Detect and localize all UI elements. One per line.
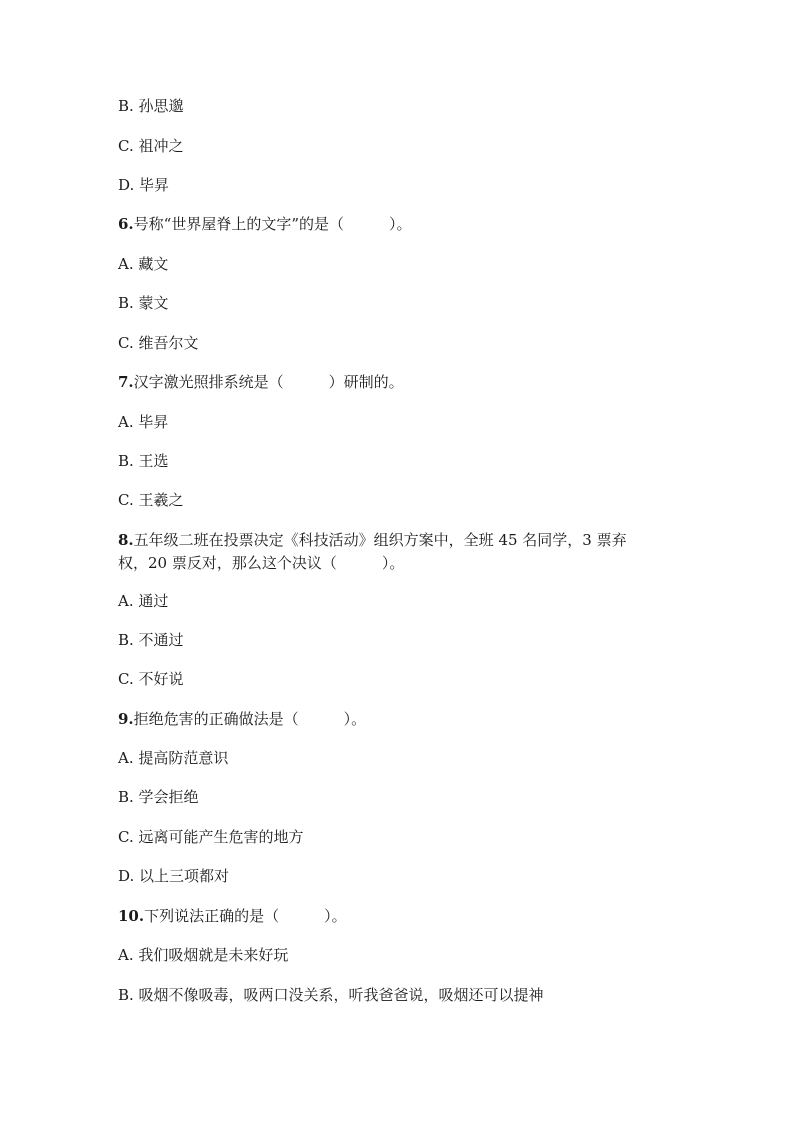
option-line: B. 王选 (118, 452, 169, 470)
option-line: B. 学会拒绝 (118, 788, 199, 806)
option-line: B. 吸烟不像吸毒，吸两口没关系，听我爸爸说，吸烟还可以提神 (118, 986, 544, 1004)
question-7: 7.汉字激光照排系统是（ ）研制的。 (118, 373, 404, 391)
option-line: C. 维吾尔文 (118, 334, 199, 352)
option-line: A. 毕昇 (118, 413, 169, 431)
question-8: 8.五年级二班在投票决定《科技活动》组织方案中，全班 45 名同学，3 票弃 (118, 531, 627, 549)
question-6: 6.号称“世界屋脊上的文字”的是（ ）。 (118, 215, 412, 233)
option-line: D. 以上三项都对 (118, 867, 230, 885)
option-line: B. 蒙文 (118, 294, 169, 312)
option-line: A. 我们吸烟就是未来好玩 (118, 946, 289, 964)
question-9: 9.拒绝危害的正确做法是（ ）。 (118, 710, 367, 728)
option-line: C. 远离可能产生危害的地方 (118, 828, 304, 846)
option-line: C. 祖冲之 (118, 137, 184, 155)
option-line: A. 通过 (118, 592, 169, 610)
option-line: B. 不通过 (118, 631, 184, 649)
option-line: A. 提高防范意识 (118, 749, 229, 767)
option-line: C. 王羲之 (118, 491, 184, 509)
option-line: A. 藏文 (118, 255, 169, 273)
option-line: C. 不好说 (118, 670, 184, 688)
question-8-continuation: 权，20 票反对，那么这个决议（ ）。 (118, 554, 405, 572)
option-line: B. 孙思邈 (118, 97, 184, 115)
question-10: 10.下列说法正确的是（ ）。 (118, 907, 347, 925)
option-line: D. 毕昇 (118, 176, 170, 194)
